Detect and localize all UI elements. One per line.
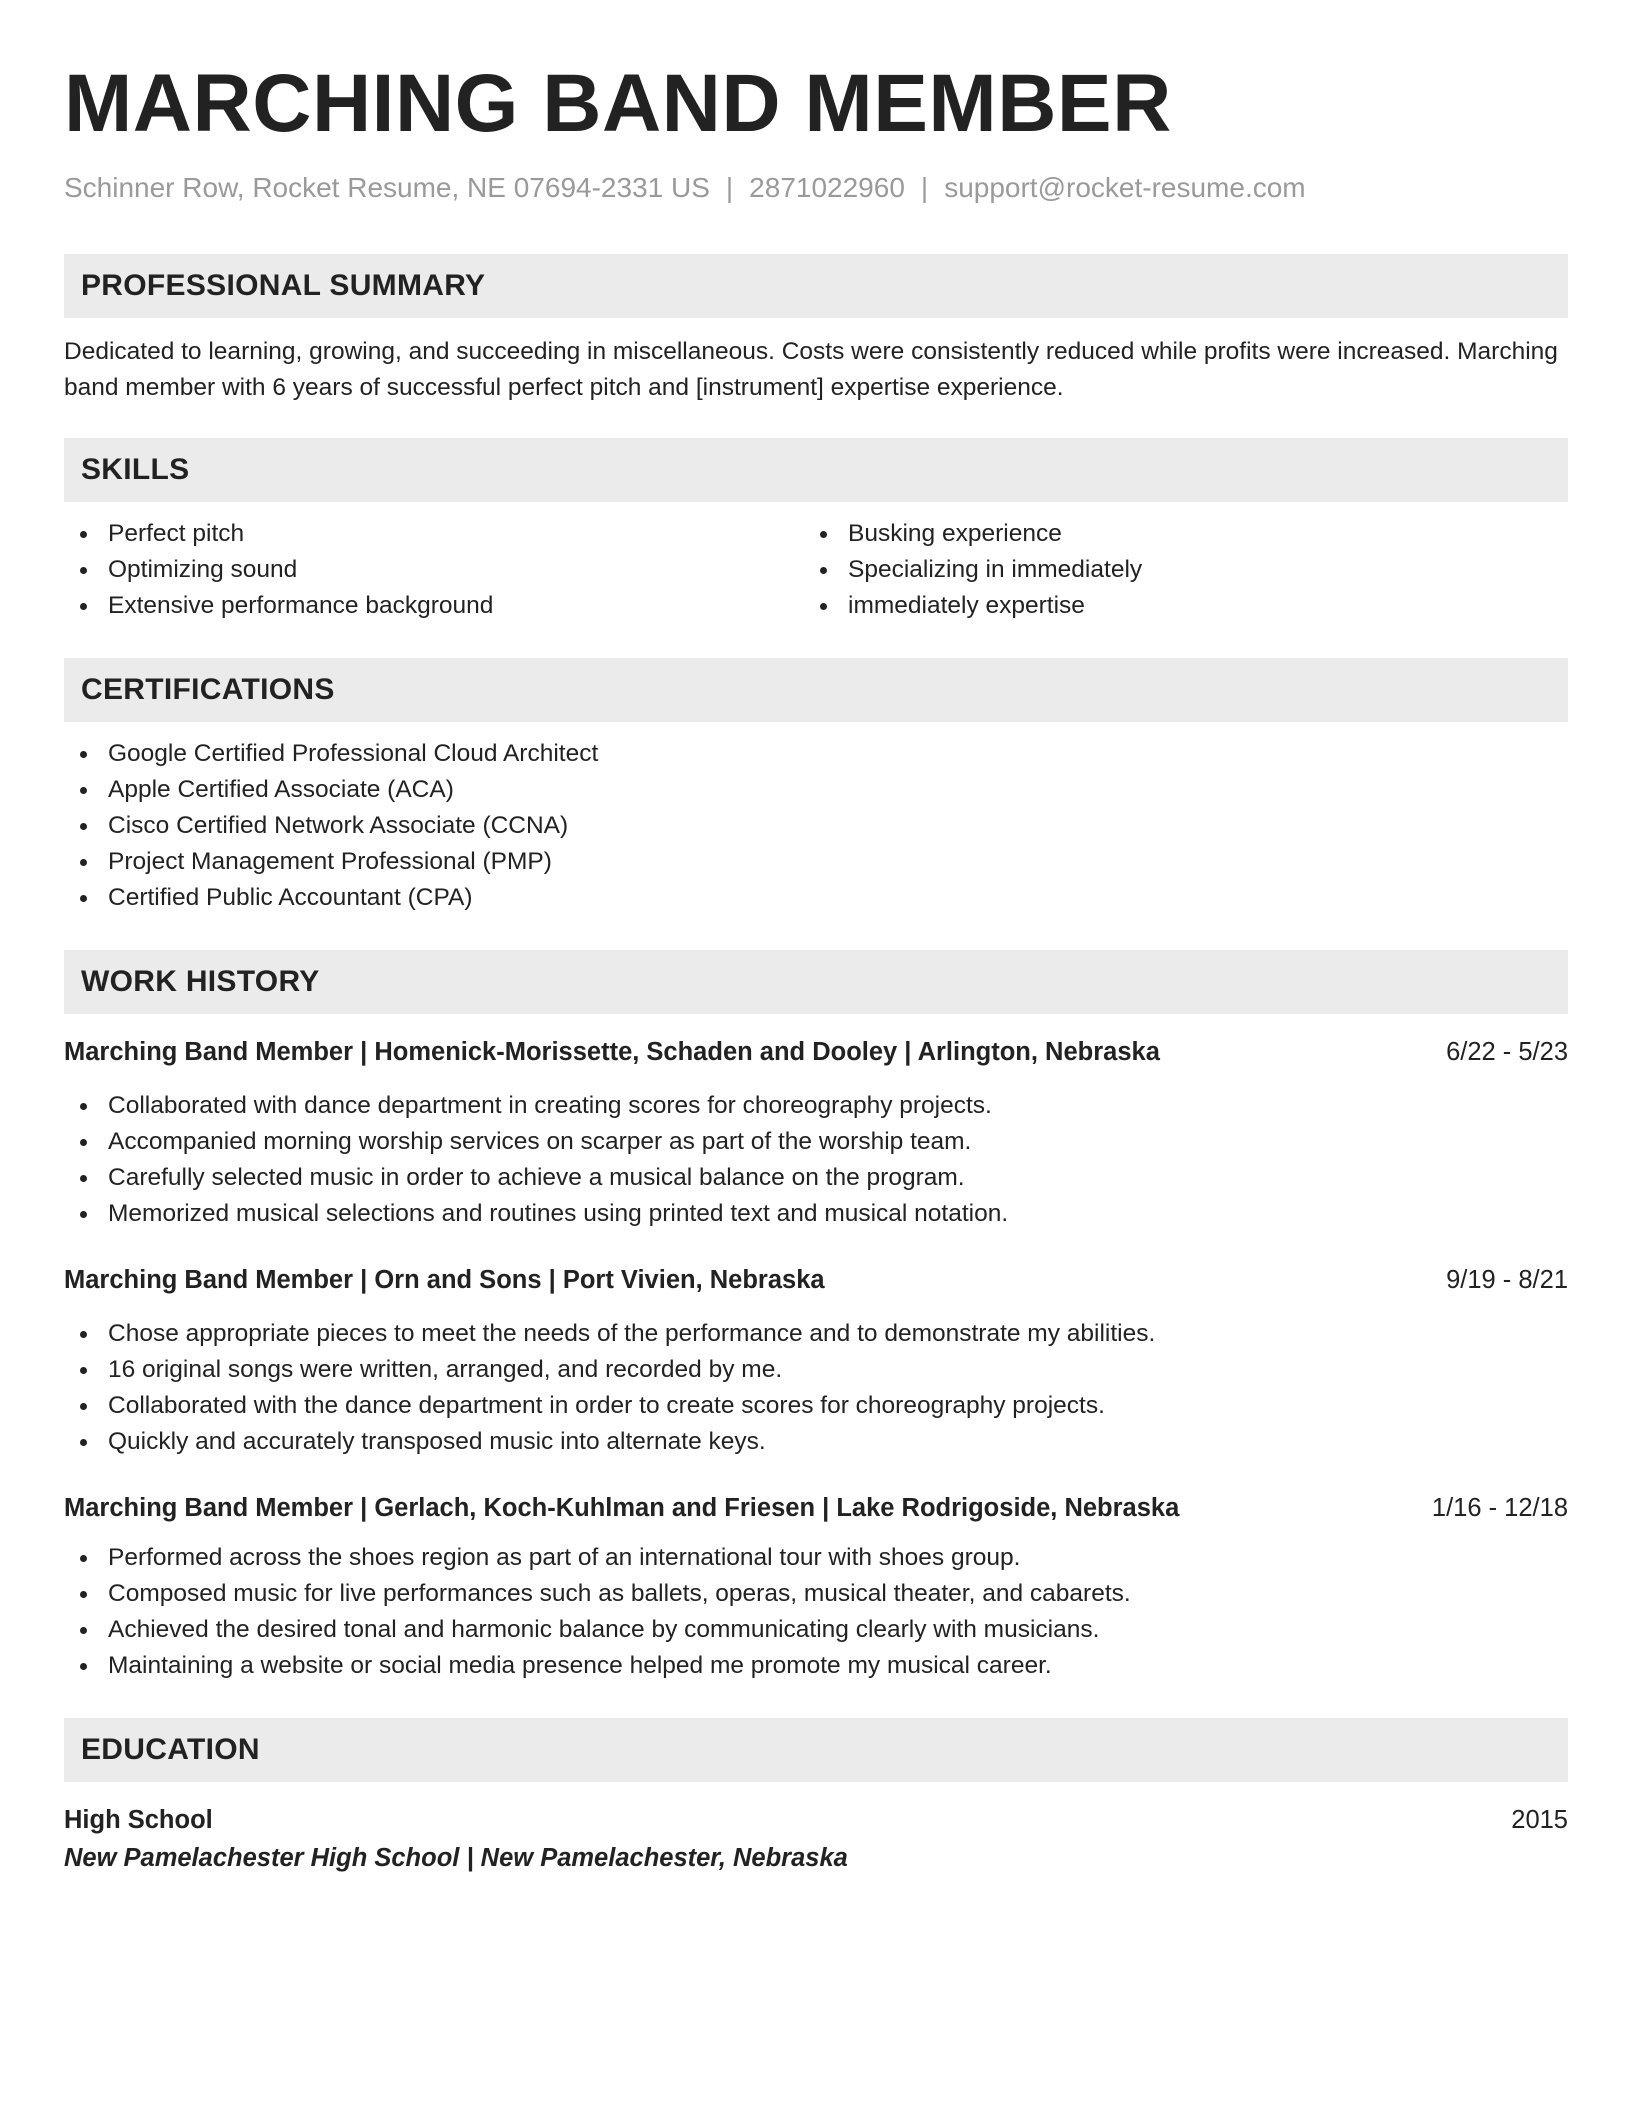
summary-heading: PROFESSIONAL SUMMARY <box>81 269 486 302</box>
job-bullet: Memorized musical selections and routines using printed text and musical notation. <box>64 1196 1568 1232</box>
education-degree: High School <box>64 1806 213 1834</box>
section-heading-bar <box>64 438 1568 502</box>
work-history-heading: WORK HISTORY <box>81 965 320 998</box>
job-bullet: Performed across the shoes region as part of an international tour with shoes group. <box>64 1540 1568 1576</box>
skills-heading: SKILLS <box>81 453 190 486</box>
candidate-name: MARCHING BAND MEMBER <box>64 58 1172 149</box>
certification-item: Apple Certified Associate (ACA) <box>64 772 1568 808</box>
skills-left-list <box>64 516 804 624</box>
skill-item: Perfect pitch <box>64 516 804 552</box>
contact-address: Schinner Row, Rocket Resume, NE 07694-2331 US <box>64 172 710 203</box>
job-entry <box>64 1034 1568 1232</box>
certification-item: Certified Public Accountant (CPA) <box>64 880 1568 916</box>
certification-item: Project Management Professional (PMP) <box>64 844 1568 880</box>
education-school: New Pamelachester High School | New Pamelachester, Nebraska <box>64 1844 848 1872</box>
education-section <box>64 1718 1568 1878</box>
contact-phone: 2871022960 <box>749 172 905 203</box>
job-title: Marching Band Member | Homenick-Morissette, Schaden and Dooley | Arlington, Nebraska <box>64 1038 1160 1066</box>
section-heading-bar <box>64 1718 1568 1782</box>
certifications-list <box>64 736 1568 916</box>
job-bullet: Collaborated with dance department in creating scores for choreography projects. <box>64 1088 1568 1124</box>
job-bullet: Accompanied morning worship services on scarper as part of the worship team. <box>64 1124 1568 1160</box>
job-dates: 1/16 - 12/18 <box>1431 1494 1568 1522</box>
certification-item: Google Certified Professional Cloud Architect <box>64 736 1568 772</box>
job-dates: 9/19 - 8/21 <box>1446 1266 1568 1294</box>
job-title: Marching Band Member | Orn and Sons | Port Vivien, Nebraska <box>64 1266 825 1294</box>
section-heading-bar <box>64 658 1568 722</box>
contact-email: support@rocket-resume.com <box>944 172 1306 203</box>
certifications-section <box>64 658 1568 916</box>
job-bullet: Composed music for live performances such as ballets, operas, musical theater, and cabarets. <box>64 1576 1568 1612</box>
summary-text: Dedicated to learning, growing, and succeeding in miscellaneous. Costs were consistently reduced while profits were increased. Marching band member with 6 years of successful perfect pitch and [instrument] expertise experience. <box>64 338 1558 401</box>
job-title: Marching Band Member | Gerlach, Koch-Kuhlman and Friesen | Lake Rodrigoside, Nebraska <box>64 1494 1180 1522</box>
education-entry <box>64 1802 1568 1878</box>
contact-separator: | <box>920 172 929 203</box>
job-bullet: Achieved the desired tonal and harmonic balance by communicating clearly with musicians. <box>64 1612 1568 1648</box>
education-header <box>64 1802 1568 1838</box>
work-history-section <box>64 950 1568 1684</box>
job-bullet: Carefully selected music in order to achieve a musical balance on the program. <box>64 1160 1568 1196</box>
job-bullets <box>64 1088 1568 1232</box>
job-bullet: Chose appropriate pieces to meet the needs of the performance and to demonstrate my abilities. <box>64 1316 1568 1352</box>
contact-separator: | <box>725 172 734 203</box>
job-bullet: 16 original songs were written, arranged, and recorded by me. <box>64 1352 1568 1388</box>
job-entry <box>64 1490 1568 1684</box>
section-heading-bar <box>64 254 1568 318</box>
job-bullets <box>64 1540 1568 1684</box>
education-year: 2015 <box>1511 1806 1568 1834</box>
job-bullet: Maintaining a website or social media presence helped me promote my musical career. <box>64 1648 1568 1684</box>
job-entry <box>64 1262 1568 1460</box>
job-dates: 6/22 - 5/23 <box>1446 1038 1568 1066</box>
job-bullet: Quickly and accurately transposed music into alternate keys. <box>64 1424 1568 1460</box>
job-header <box>64 1034 1568 1070</box>
skills-section <box>64 438 1568 624</box>
certifications-heading: CERTIFICATIONS <box>81 673 335 706</box>
job-header <box>64 1262 1568 1298</box>
section-heading-bar <box>64 950 1568 1014</box>
job-header <box>64 1490 1568 1526</box>
summary-section <box>64 254 1568 406</box>
skills-grid <box>64 516 1568 624</box>
job-bullet: Collaborated with the dance department in order to create scores for choreography projects. <box>64 1388 1568 1424</box>
job-bullets <box>64 1316 1568 1460</box>
skill-item: Specializing in immediately <box>804 552 1544 588</box>
skill-item: Extensive performance background <box>64 588 804 624</box>
skill-item: immediately expertise <box>804 588 1544 624</box>
skill-item: Busking experience <box>804 516 1544 552</box>
contact-line <box>64 170 1568 206</box>
skills-right-list <box>804 516 1544 624</box>
certification-item: Cisco Certified Network Associate (CCNA) <box>64 808 1568 844</box>
skill-item: Optimizing sound <box>64 552 804 588</box>
education-heading: EDUCATION <box>81 1733 260 1766</box>
